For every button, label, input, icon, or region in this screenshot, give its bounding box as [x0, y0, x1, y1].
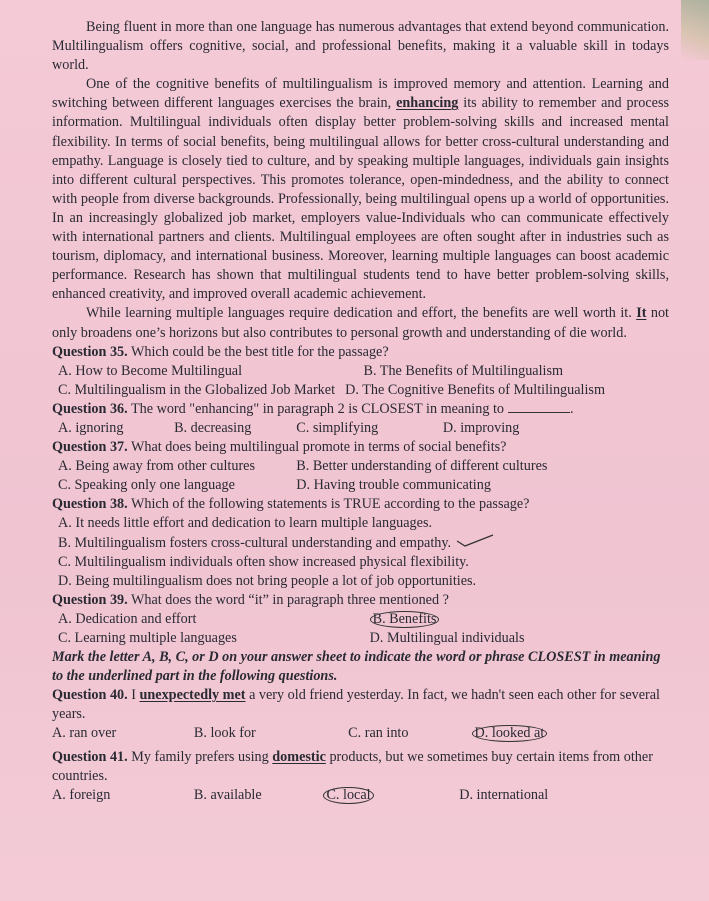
q38-option-a[interactable]: A. It needs little effort and dedication to learn multiple languages. [58, 515, 433, 532]
answer-blank [508, 412, 570, 413]
q35-option-b[interactable]: B. The Benefits of Multilingualism [363, 362, 564, 379]
q37-option-d[interactable]: D. Having trouble communicating [296, 477, 491, 494]
question-38: Question 38. Which of the following statements is TRUE according to the passage? [52, 496, 530, 513]
q39-option-b[interactable] [370, 610, 440, 629]
q36-option-b[interactable]: B. decreasing [174, 419, 252, 436]
q41-option-d[interactable]: D. international [459, 786, 549, 803]
q37-option-b[interactable]: B. Better understanding of different cultures [296, 458, 548, 475]
q40-option-d[interactable] [472, 724, 548, 743]
underlined-word-enhancing: enhancing [396, 95, 459, 112]
passage-paragraph-2: One of the cognitive benefits of multilingualism is improved memory and attention. Learning and switching between different languages exercises the brain, enhancing its ability to remember and process information. Multilingual individuals often display better problem-solving skills and increased mental flexibility. In terms of social benefits, being multilingual allows for better cross-cultural understanding and empathy. Language is closely tied to culture, and by speaking multiple languages, individuals gain insights into different cultural perspectives. This promotes tolerance, open-mindedness, and the ability to connect with people from diverse backgrounds. Professionally, being multilingual opens up a world of opportunities. In an increasingly globalized job market, employers value-Individuals who can communicate effectively with international partners and clients. Multilingual employees are often sought after in industries such as tourism, diplomacy, and international business. Moreover, learning multiple languages can boost academic performance. Research has shown that multilingual students tend to have better problem-solving skills, enhanced creativity, and improved overall academic achievement. [52, 76, 669, 303]
passage-paragraph-1: Being fluent in more than one language has numerous advantages that extend beyond communication. Multilingualism offers cognitive, social, and professional benefits, making it a valuable skill in todays world. [52, 19, 669, 74]
q38-option-d[interactable]: D. Being multilingualism does not bring people a lot of job opportunities. [58, 572, 477, 589]
question-36: Question 36. The word "enhancing" in paragraph 2 is CLOSEST in meaning to . [52, 400, 574, 417]
q35-option-a[interactable]: A. How to Become Multilingual [58, 362, 243, 379]
question-41: Question 41. My family prefers using domestic products, but we sometimes buy certain items from other countries. [52, 748, 653, 784]
q37-option-a[interactable]: A. Being away from other cultures [58, 458, 255, 475]
section-instruction: Mark the letter A, B, C, or D on your answer sheet to indicate the word or phrase CLOSEST in meaning to the underlined part in the following questions. [52, 649, 661, 685]
q36-option-d[interactable]: D. improving [442, 419, 520, 436]
q40-option-b[interactable]: B. look for [193, 725, 256, 742]
q35-option-c[interactable]: C. Multilingualism in the Globalized Job Market [58, 381, 336, 398]
photo-edge-decoration [681, 0, 709, 60]
question-39: Question 39. What does the word “it” in paragraph three mentioned ? [52, 591, 449, 608]
answer-circle-mark: B. Benefits [370, 611, 440, 628]
passage-paragraph-3: While learning multiple languages require dedication and effort, the benefits are well worth it. It not only broadens one’s horizons but also contributes to personal growth and understanding of die world. [52, 305, 669, 341]
underlined-word-it: It [636, 305, 647, 322]
q41-option-b[interactable]: B. available [193, 786, 262, 803]
q38-option-c[interactable]: C. Multilingualism individuals often show increased physical flexibility. [58, 553, 469, 570]
q36-option-c[interactable]: C. simplifying [296, 419, 379, 436]
q39-option-a[interactable]: A. Dedication and effort [58, 610, 197, 627]
question-37: Question 37. What does being multilingual promote in terms of social benefits? [52, 439, 507, 456]
q35-option-d[interactable]: D. The Cognitive Benefits of Multilingualism [345, 381, 605, 398]
q41-option-a[interactable]: A. foreign [52, 786, 111, 803]
question-35: Question 35. Which could be the best title for the passage? [52, 343, 389, 360]
q38-option-b[interactable]: B. Multilingualism fosters cross-cultural understanding and empathy. [58, 534, 452, 551]
answer-circle-mark: C. local [323, 787, 373, 804]
q39-option-c[interactable]: C. Learning multiple languages [58, 630, 237, 646]
q40-option-c[interactable]: C. ran into [348, 725, 409, 742]
q39-option-d[interactable]: D. Multilingual individuals [369, 630, 525, 646]
answer-circle-mark: D. looked at [472, 725, 548, 742]
q41-option-c[interactable] [323, 786, 459, 805]
q37-option-c[interactable]: C. Speaking only one language [58, 477, 235, 494]
q40-option-a[interactable]: A. ran over [52, 725, 117, 742]
checkmark-icon [455, 533, 495, 547]
q36-option-a[interactable]: A. ignoring [58, 419, 124, 436]
question-40: Question 40. I unexpectedly met a very old friend yesterday. In fact, we hadn't seen each other for several years. [52, 687, 660, 723]
underlined-word-domestic: domestic [272, 748, 326, 765]
underlined-phrase-unexpectedly-met: unexpectedly met [139, 687, 246, 704]
